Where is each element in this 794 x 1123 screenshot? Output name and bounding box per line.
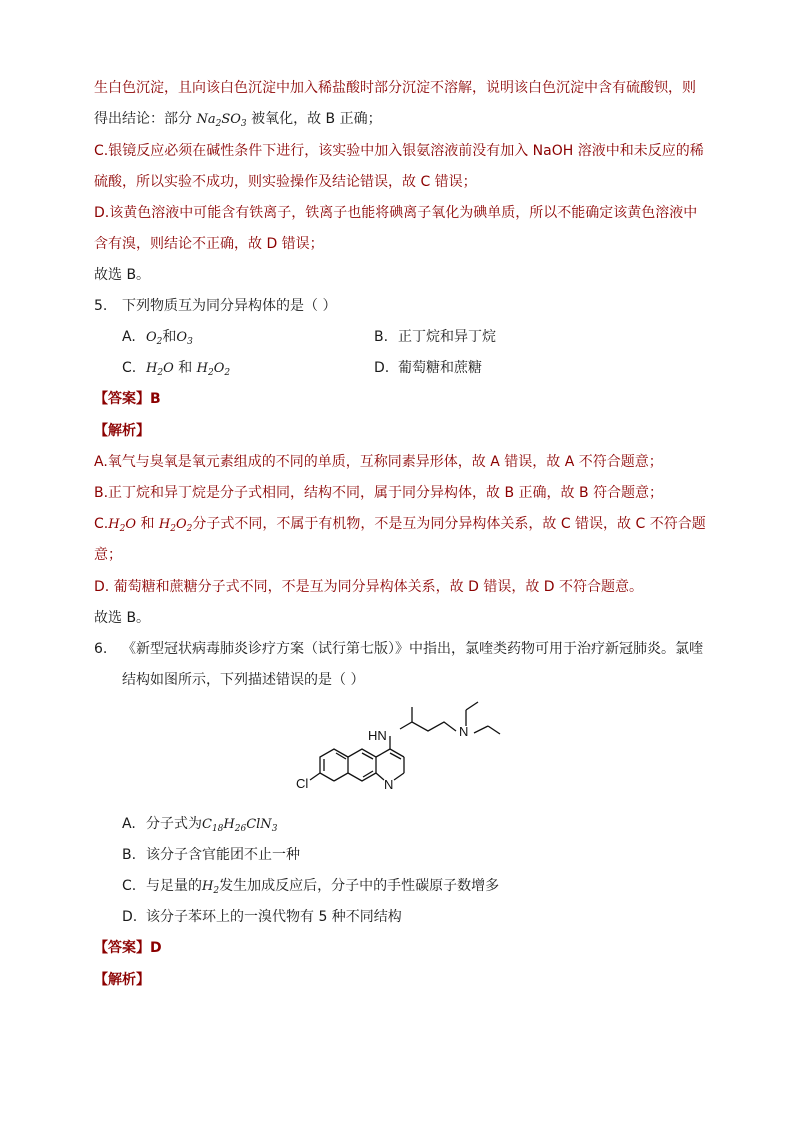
q5-answer: 【答案】B	[94, 391, 161, 407]
q5-option-c: C. $H_2O$ 和 $H_2O_2$	[122, 360, 231, 378]
q5-stem: 5. 下列物质互为同分异构体的是（ ）	[94, 298, 337, 314]
q6-option-c: C. 与足量的$H_2$发生加成反应后，分子中的手性碳原子数增多	[122, 878, 500, 896]
label-ring-n: N	[384, 777, 394, 792]
q6-option-b: B. 该分子含官能团不止一种	[122, 847, 300, 863]
prev-c-line-2: 硫酸，所以实验不成功，则实验操作及结论错误，故 C 错误；	[94, 174, 477, 190]
q5-analysis-d: D. 葡萄糖和蔗糖分子式不同，不是互为同分异构体关系，故 D 错误，故 D 不符合题意。	[94, 579, 644, 595]
label-amine-n: N	[459, 724, 469, 739]
q6-option-a: A. 分子式为$C_{18}H_{26}ClN_3$	[122, 816, 278, 834]
prev-d-line-1: D.该黄色溶液中可能含有铁离子，铁离子也能将碘离子氧化为碘单质，所以不能确定该黄色溶液中	[94, 205, 698, 221]
prev-line-1: 生白色沉淀，且向该白色沉淀中加入稀盐酸时部分沉淀不溶解，说明该白色沉淀中含有硫酸钡，则	[94, 80, 696, 96]
q5-analysis-a: A.氧气与臭氧是氧元素组成的不同的单质，互称同素异形体，故 A 错误，故 A 不符合题意；	[94, 454, 663, 470]
prev-d-line-2: 含有溴，则结论不正确，故 D 错误；	[94, 236, 324, 252]
q6-option-d: D. 该分子苯环上的一溴代物有 5 种不同结构	[122, 909, 402, 925]
prev-choose: 故选 B。	[94, 267, 151, 283]
label-cl: Cl	[296, 776, 309, 791]
q6-analysis-heading: 【解析】	[94, 972, 150, 988]
q5-choose: 故选 B。	[94, 610, 151, 626]
prev-line-2: 得出结论：部分 $Na_2SO_3$ 被氧化，故 B 正确；	[94, 111, 382, 129]
chloroquine-structure	[296, 696, 506, 810]
q5-analysis-c-2: 意；	[94, 547, 122, 563]
prev-c-line-1: C.银镜反应必须在碱性条件下进行，该实验中加入银氨溶液前没有加入 NaOH 溶液中和未反应的稀	[94, 143, 704, 159]
q5-analysis-heading: 【解析】	[94, 423, 150, 439]
label-hn: HN	[368, 728, 387, 743]
q5-analysis-c-1: $C.H_2O$ 和 $H_2O_2$分子式不同，不属于有机物，不是互为同分异构体关系，故 C 错误，故 C 不符合题	[94, 516, 706, 534]
q6-answer: 【答案】D	[94, 940, 162, 956]
q5-option-b: B. 正丁烷和异丁烷	[374, 329, 496, 345]
q5-option-d: D. 葡萄糖和蔗糖	[374, 360, 482, 376]
formula-na2so3: $Na_2SO_3$	[196, 112, 247, 129]
q5-analysis-b: B.正丁烷和异丁烷是分子式相同，结构不同，属于同分异构体，故 B 正确，故 B 符合题意；	[94, 485, 664, 501]
q6-stem-1: 6. 《新型冠状病毒肺炎诊疗方案（试行第七版）》中指出，氯喹类药物可用于治疗新冠肺炎。氯喹	[94, 641, 703, 657]
q6-stem-2: 结构如图所示，下列描述错误的是（ ）	[122, 672, 365, 688]
q5-option-a: A. $O_2$和$O_3$	[122, 329, 193, 347]
